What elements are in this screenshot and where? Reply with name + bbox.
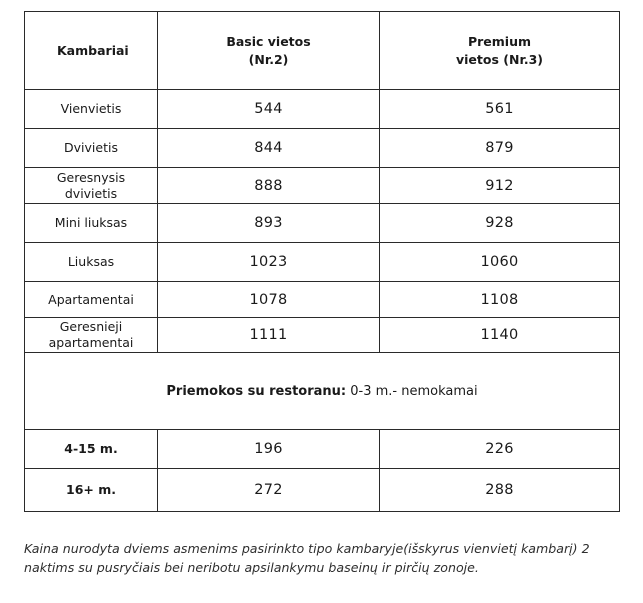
age-group-cell: 4-15 m.: [25, 430, 158, 469]
premium-price-cell: 1108: [380, 282, 620, 318]
table-header-row: [25, 12, 620, 90]
table-row: [25, 90, 620, 129]
restaurant-note-text: 0-3 m.- nemokamai: [346, 383, 478, 399]
premium-price-cell: 928: [380, 204, 620, 243]
table-row: [25, 243, 620, 282]
premium-price-cell: 226: [380, 430, 620, 469]
premium-price-cell: 1060: [380, 243, 620, 282]
basic-price-cell: 196: [158, 430, 380, 469]
basic-price-cell: 844: [158, 129, 380, 168]
room-type-cell: Apartamentai: [25, 282, 158, 318]
price-table: [24, 11, 620, 512]
table-row: [25, 204, 620, 243]
room-type-cell: Geresnysis dvivietis: [25, 168, 158, 204]
price-footnote: Kaina nurodyta dviems asmenims pasirinkto tipo kambaryje(išskyrus vienvietį kambarį) 2 naktims su pusryčiais bei neribotu apsilankymu baseinų ir pirčių zonoje.: [24, 541, 590, 575]
room-type-cell: Geresnieji apartamentai: [25, 318, 158, 353]
premium-price-cell: 288: [380, 469, 620, 512]
table-row: [25, 430, 620, 469]
restaurant-note: [25, 353, 620, 430]
table-row: [25, 469, 620, 512]
room-type-cell: Dvivietis: [25, 129, 158, 168]
premium-price-cell: 879: [380, 129, 620, 168]
room-type-cell: Liuksas: [25, 243, 158, 282]
table-row: [25, 318, 620, 353]
basic-price-cell: 893: [158, 204, 380, 243]
table-row: [25, 129, 620, 168]
restaurant-note-label: Priemokos su restoranu:: [166, 383, 347, 399]
premium-price-cell: 912: [380, 168, 620, 204]
basic-price-cell: 272: [158, 469, 380, 512]
premium-price-cell: 561: [380, 90, 620, 129]
table-row: [25, 168, 620, 204]
basic-price-cell: 888: [158, 168, 380, 204]
premium-price-cell: 1140: [380, 318, 620, 353]
basic-price-cell: 1078: [158, 282, 380, 318]
restaurant-note-row: [25, 353, 620, 430]
basic-price-cell: 1023: [158, 243, 380, 282]
table-row: [25, 282, 620, 318]
basic-price-cell: 544: [158, 90, 380, 129]
header-premium-vietos: Premium vietos (Nr.3): [380, 12, 620, 90]
basic-price-cell: 1111: [158, 318, 380, 353]
header-basic-vietos: Basic vietos (Nr.2): [158, 12, 380, 90]
room-type-cell: Mini liuksas: [25, 204, 158, 243]
age-group-cell: 16+ m.: [25, 469, 158, 512]
room-type-cell: Vienvietis: [25, 90, 158, 129]
header-room-type: Kambariai: [25, 12, 158, 90]
